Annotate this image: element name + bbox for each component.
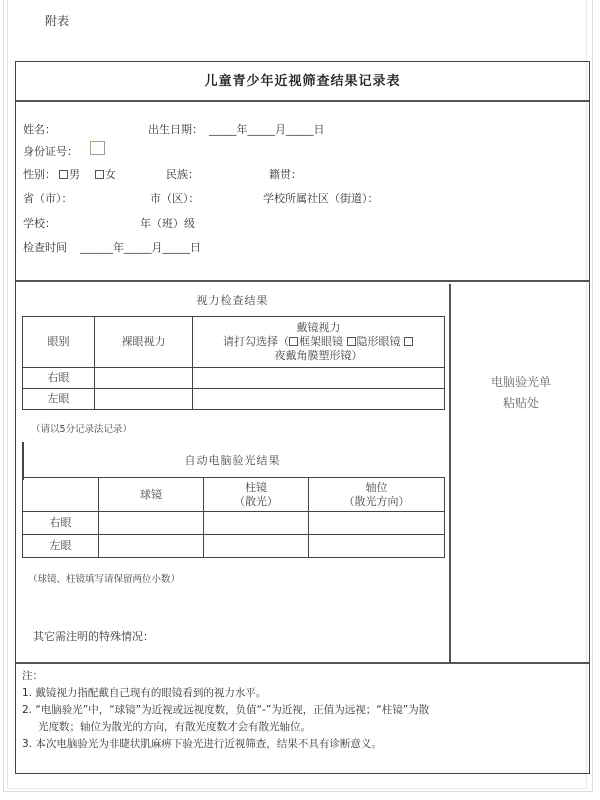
axis-right-input[interactable] — [309, 512, 445, 535]
checkbox-ortho-k[interactable] — [404, 337, 413, 346]
province-label: 省（市）： — [23, 192, 73, 205]
corrected-vision-left-input[interactable] — [193, 389, 445, 410]
school-label: 学校： — [23, 217, 56, 230]
header-naked-vision: 裸眼视力 — [95, 317, 193, 368]
vision-footnote: （请以5分记录法记录） — [31, 424, 133, 435]
gender-label: 性别： — [23, 168, 56, 181]
grade-class-label: 年（班）级 — [140, 217, 195, 230]
vision-table — [22, 316, 445, 410]
note-item-2-cont: 光度数；轴位为散光的方向，有散光度数才会有散光轴位。 — [38, 721, 311, 733]
vision-row-left — [23, 389, 445, 410]
notes-heading: 注： — [22, 670, 43, 682]
naked-vision-left-input[interactable] — [95, 389, 193, 410]
eye-label: 左眼 — [23, 535, 99, 558]
header-blank — [23, 478, 99, 512]
checkbox-contact-lens[interactable] — [347, 337, 356, 346]
refraction-section-title: 自动电脑验光结果 — [184, 454, 281, 467]
refraction-row-left — [23, 535, 445, 558]
checkbox-frame-glasses[interactable] — [289, 337, 298, 346]
paste-area-label: 电脑验光单 粘贴处 — [490, 375, 551, 410]
header-cylinder: 柱镜 （散光） — [204, 478, 309, 512]
refraction-row-right — [23, 512, 445, 535]
note-item-1: 1. 戴镜视力指配戴自己现有的眼镜看到的视力水平。 — [22, 687, 267, 699]
city-label: 市（区）： — [150, 192, 200, 205]
id-number-line — [23, 141, 583, 159]
gender-female-option[interactable]: 女 — [95, 166, 116, 182]
id-number-label: 身份证号： — [23, 145, 78, 158]
axis-left-input[interactable] — [309, 535, 445, 558]
vision-section-title: 视力检查结果 — [196, 294, 269, 307]
results-column — [16, 284, 451, 662]
other-notes-label: 其它需注明的特殊情况： — [33, 630, 154, 643]
note-item-2: 2. “电脑验光”中，“球镜”为近视或远视度数，负值“-”为近视，正值为远视；“柱镜”为散 — [22, 704, 430, 716]
naked-vision-right-input[interactable] — [95, 368, 193, 389]
name-label: 姓名： — [23, 123, 56, 136]
location-line — [23, 190, 583, 204]
header-axis: 轴位 （散光方向） — [309, 478, 445, 512]
vision-row-right — [23, 368, 445, 389]
checkbox-female[interactable] — [95, 170, 104, 179]
screening-record-form — [15, 61, 590, 774]
personal-info-section — [16, 104, 589, 282]
eye-label: 右眼 — [23, 368, 95, 389]
ethnicity-label: 民族： — [166, 168, 199, 181]
community-label: 学校所属社区（街道）： — [263, 192, 379, 205]
header-sphere: 球镜 — [99, 478, 204, 512]
form-title: 儿童青少年近视筛查结果记录表 — [16, 62, 589, 102]
cylinder-left-input[interactable] — [204, 535, 309, 558]
birth-year-field[interactable]: _____年_____月_____日 — [209, 123, 325, 136]
header-eye: 眼别 — [23, 317, 95, 368]
gender-male-option[interactable]: 男 — [59, 166, 80, 182]
vision-header-row — [23, 317, 445, 368]
eye-label: 左眼 — [23, 389, 95, 410]
refraction-footnote: （球镜、柱镜填写请保留两位小数） — [28, 574, 181, 585]
corrected-vision-right-input[interactable] — [193, 368, 445, 389]
checkbox-male[interactable] — [59, 170, 68, 179]
sphere-left-input[interactable] — [99, 535, 204, 558]
id-digit-box[interactable] — [90, 141, 105, 155]
sphere-right-input[interactable] — [99, 512, 204, 535]
gender-ethnicity-line — [23, 166, 583, 180]
exam-time-line — [23, 239, 583, 253]
name-birth-line — [23, 121, 583, 135]
exam-date-field[interactable]: ______年_____月_____日 — [80, 241, 201, 254]
cylinder-right-input[interactable] — [204, 512, 309, 535]
refraction-table — [22, 477, 445, 558]
notes-section — [16, 662, 589, 773]
exam-time-label: 检查时间 — [23, 241, 67, 254]
native-place-label: 籍贯： — [269, 168, 302, 181]
note-item-3: 3. 本次电脑验光为非睫状肌麻痹下验光进行近视筛查，结果不具有诊断意义。 — [22, 738, 382, 750]
school-line — [23, 215, 583, 229]
header-corrected-vision: 戴镜视力 请打勾选择（ 框架眼镜 隐形眼镜 夜戴角膜塑形镜） — [193, 317, 445, 368]
paste-area — [453, 284, 589, 662]
refraction-header-row — [23, 478, 445, 512]
attachment-label: 附表 — [45, 14, 70, 28]
birth-date-label: 出生日期： — [148, 123, 203, 136]
eye-label: 右眼 — [23, 512, 99, 535]
